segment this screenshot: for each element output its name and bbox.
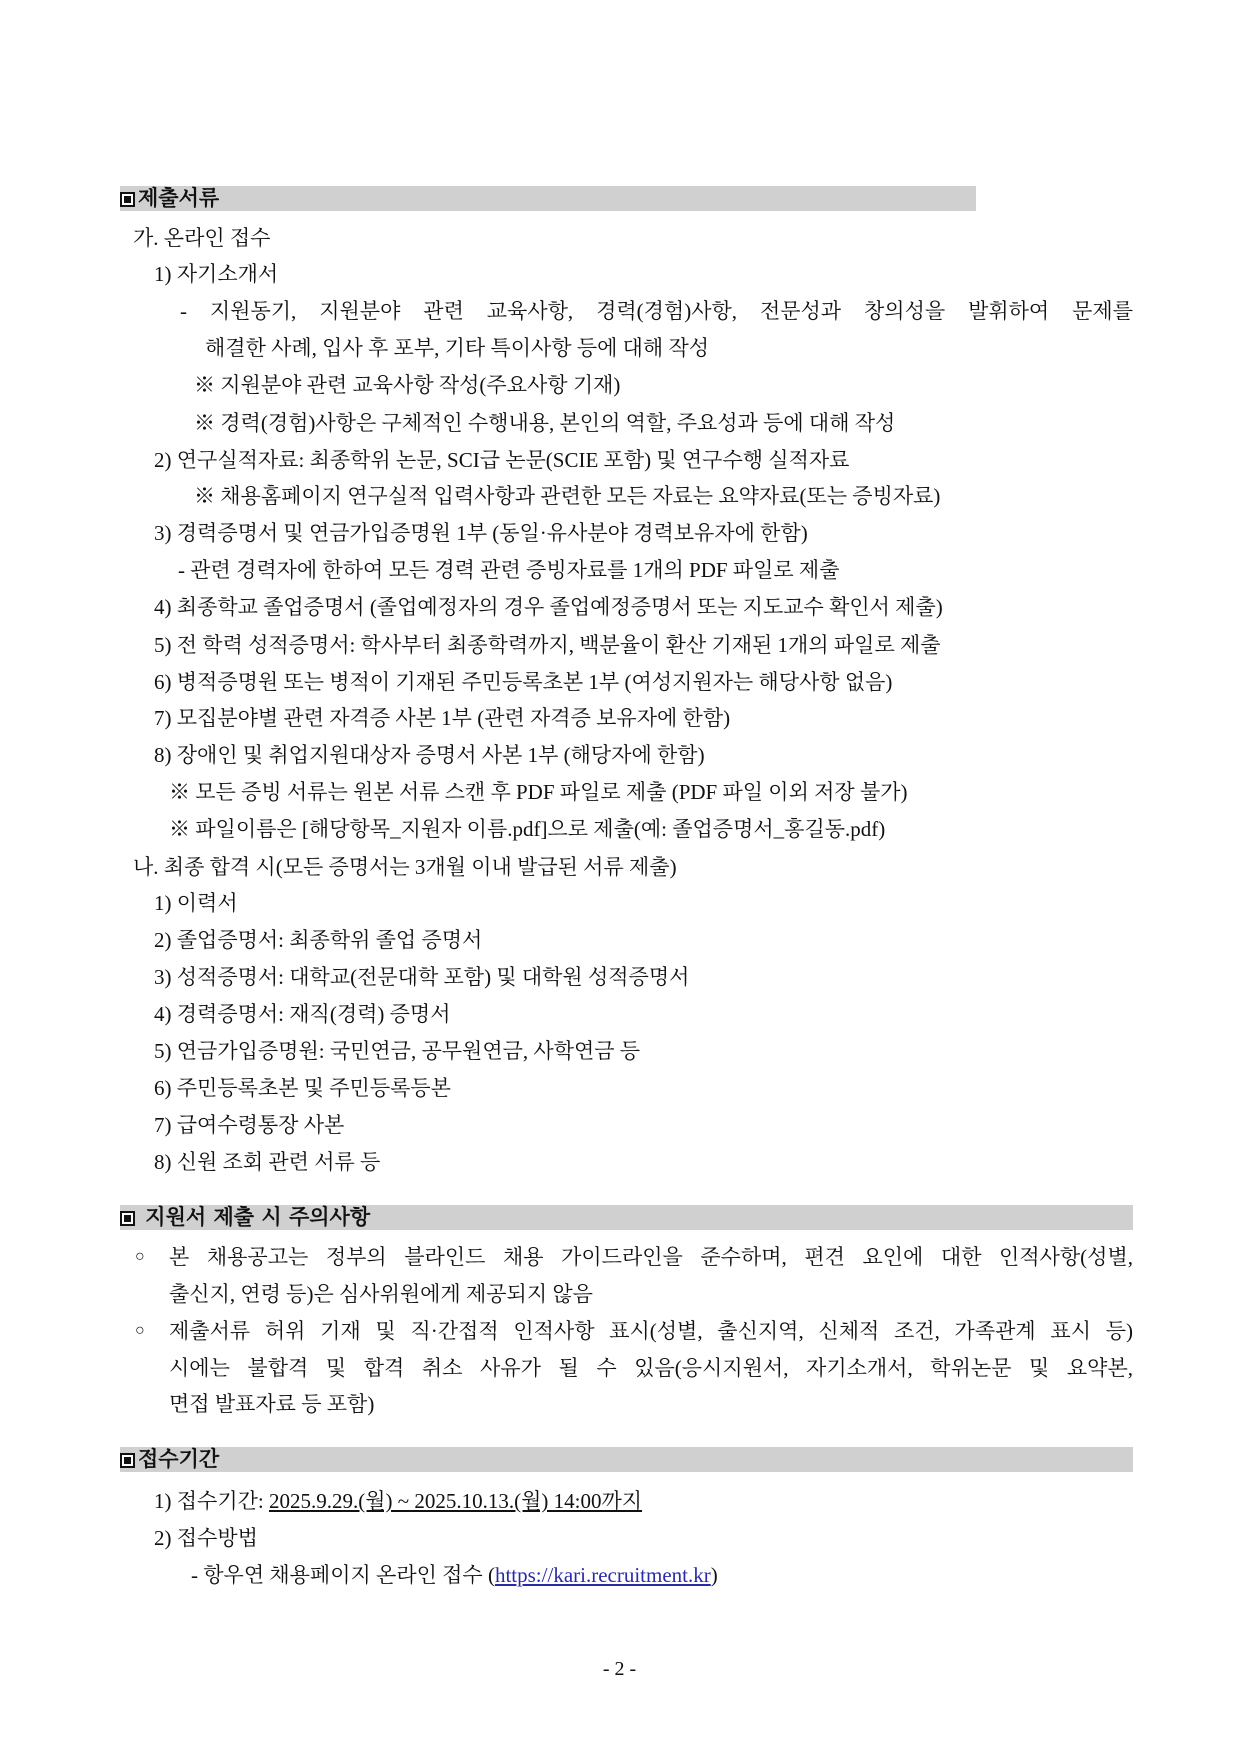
note-item: ※ 파일이름은 [해당항목_지원자 이름.pdf]으로 제출(예: 졸업증명서_홍길동.pdf) [169,817,886,841]
circle-bullet-icon: ○ [135,1248,145,1265]
square-bullet-icon [120,192,135,207]
list-item: 7) 급여수령통장 사본 [154,1113,345,1137]
list-item: 1) 이력서 [154,891,238,915]
list-item: 8) 장애인 및 취업지원대상자 증명서 사본 1부 (해당자에 한함) [154,743,705,767]
period-value: 2025.9.29.(월) ~ 2025.10.13.(월) 14:00까지 [268,1489,643,1513]
circle-bullet-icon: ○ [135,1322,145,1339]
list-item: 7) 모집분야별 관련 자격증 사본 1부 (관련 자격증 보유자에 한함) [154,706,731,730]
square-bullet-icon [120,1211,135,1226]
page-number: - 2 - [602,1658,637,1680]
list-item: 2) 연구실적자료: 최종학위 논문, SCI급 논문(SCIE 포함) 및 연구수행 실적자료 [154,448,850,472]
subheading-final: 나. 최종 합격 시(모든 증명서는 3개월 이내 발급된 서류 제출) [133,855,677,879]
section-header-cautions [120,1205,1133,1230]
list-item: 2) 졸업증명서: 최종학위 졸업 증명서 [154,928,483,952]
section-title: 지원서 제출 시 주의사항 [138,1205,371,1229]
period-label: 1) 접수기간: [154,1489,269,1513]
list-item: 해결한 사례, 입사 후 포부, 기타 특이사항 등에 대해 작성 [205,336,710,360]
caution-text: 제출서류 허위 기재 및 직·간접적 인적사항 표시(성별, 출신지역, 신체적 조건, 가족관계 표시 등) [169,1319,1133,1343]
section-header-documents [120,186,976,211]
list-item: 6) 주민등록초본 및 주민등록등본 [154,1076,451,1100]
section-title: 제출서류 [138,186,220,210]
method-close: ) [710,1563,718,1587]
note-item: ※ 모든 증빙 서류는 원본 서류 스캔 후 PDF 파일로 제출 (PDF 파일 이외 저장 불가) [169,780,908,804]
caution-text: 시에는 불합격 및 합격 취소 사유가 될 수 있음(응시지원서, 자기소개서, 학위논문 및 요약본, [169,1356,1133,1380]
list-item: 6) 병적증명원 또는 병적이 기재된 주민등록초본 1부 (여성지원자는 해당사항 없음) [154,670,893,694]
caution-text: 본 채용공고는 정부의 블라인드 채용 가이드라인을 준수하며, 편견 요인에 대한 인적사항(성별, [169,1245,1133,1269]
section-title: 접수기간 [138,1447,220,1471]
method-text: - 항우연 채용페이지 온라인 접수 ( [191,1563,495,1587]
list-item: 3) 경력증명서 및 연금가입증명원 1부 (동일·유사분야 경력보유자에 한함) [154,521,808,545]
list-item: 4) 경력증명서: 재직(경력) 증명서 [154,1002,451,1026]
caution-text: 면접 발표자료 등 포함) [169,1392,375,1416]
method-label: 2) 접수방법 [154,1526,258,1550]
period-line [154,1487,642,1515]
method-line [191,1561,718,1589]
note-item: ※ 채용홈페이지 연구실적 입력사항과 관련한 모든 자료는 요약자료(또는 증빙자료) [194,484,941,508]
list-item: 5) 연금가입증명원: 국민연금, 공무원연금, 사학연금 등 [154,1039,641,1063]
list-item: 1) 자기소개서 [154,262,279,286]
list-item: - 관련 경력자에 한하여 모든 경력 관련 증빙자료를 1개의 PDF 파일로 제출 [178,558,840,582]
list-item: 4) 최종학교 졸업증명서 (졸업예정자의 경우 졸업예정증명서 또는 지도교수 확인서 제출) [154,595,943,619]
caution-text: 출신지, 연령 등)은 심사위원에게 제공되지 않음 [169,1282,593,1306]
list-item: - 지원동기, 지원분야 관련 교육사항, 경력(경험)사항, 전문성과 창의성을 발휘하여 문제를 [180,299,1133,323]
list-item: 5) 전 학력 성적증명서: 학사부터 최종학력까지, 백분율이 환산 기재된 1개의 파일로 제출 [154,633,941,657]
section-header-period [120,1447,1133,1472]
note-item: ※ 지원분야 관련 교육사항 작성(주요사항 기재) [194,373,621,397]
recruitment-link[interactable]: https://kari.recruitment.kr [494,1563,711,1587]
subheading-online: 가. 온라인 접수 [133,226,271,250]
list-item: 3) 성적증명서: 대학교(전문대학 포함) 및 대학원 성적증명서 [154,965,690,989]
square-bullet-icon [120,1453,135,1468]
note-item: ※ 경력(경험)사항은 구체적인 수행내용, 본인의 역할, 주요성과 등에 대해 작성 [194,411,896,435]
list-item: 8) 신원 조회 관련 서류 등 [154,1150,381,1174]
